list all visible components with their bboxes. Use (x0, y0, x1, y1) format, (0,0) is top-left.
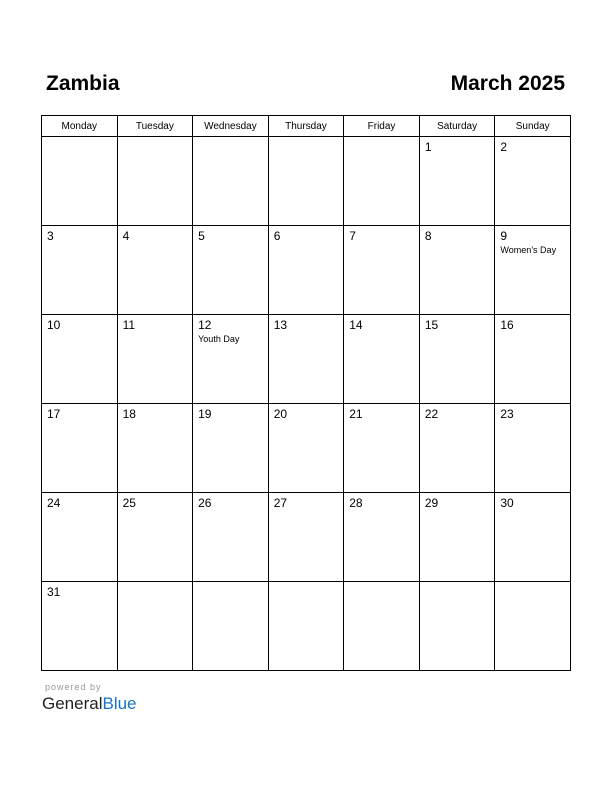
empty-day-cell (419, 582, 495, 671)
weekday-header: Friday (344, 116, 420, 137)
day-number: 15 (424, 318, 439, 332)
week-row (42, 582, 571, 671)
day-number: 7 (349, 229, 356, 243)
day-cell (268, 493, 344, 582)
day-cell (268, 404, 344, 493)
day-number: 5 (198, 229, 205, 243)
day-cell (42, 493, 118, 582)
day-number: 2 (500, 140, 508, 154)
logo-text-general: General (42, 694, 103, 713)
day-cell (419, 493, 495, 582)
day-cell (495, 226, 571, 315)
day-cell (419, 404, 495, 493)
day-number: 3 (47, 229, 54, 243)
week-row (42, 226, 571, 315)
generalblue-logo[interactable] (42, 694, 137, 714)
empty-day-cell (268, 137, 344, 226)
day-number: 21 (349, 407, 363, 421)
day-cell (193, 404, 269, 493)
week-row (42, 315, 571, 404)
day-number: 18 (122, 407, 136, 421)
day-cell (268, 226, 344, 315)
empty-day-cell (42, 137, 118, 226)
month-year-title: March 2025 (450, 72, 565, 95)
day-number: 28 (349, 496, 363, 510)
day-number: 22 (424, 407, 439, 421)
day-number: 26 (198, 496, 212, 510)
logo-text-blue: Blue (102, 694, 137, 713)
day-cell (117, 226, 193, 315)
day-cell (344, 404, 420, 493)
holiday-label: Women’s Day (500, 245, 557, 255)
day-number: 24 (47, 496, 61, 510)
day-number: 30 (500, 496, 514, 510)
day-cell (193, 493, 269, 582)
day-cell (117, 404, 193, 493)
country-title: Zambia (46, 72, 120, 95)
weekday-header: Saturday (419, 116, 495, 137)
empty-day-cell (268, 582, 344, 671)
day-number: 1 (424, 140, 432, 154)
empty-day-cell (117, 137, 193, 226)
day-cell (42, 315, 118, 404)
empty-day-cell (344, 137, 420, 226)
day-cell (495, 137, 571, 226)
day-cell (419, 226, 495, 315)
day-number: 27 (273, 496, 288, 510)
day-cell (344, 315, 420, 404)
weekday-header: Sunday (495, 116, 571, 137)
day-cell (495, 493, 571, 582)
weekday-header: Wednesday (193, 116, 269, 137)
empty-day-cell (344, 582, 420, 671)
week-row (42, 137, 571, 226)
day-cell (117, 493, 193, 582)
empty-day-cell (117, 582, 193, 671)
day-cell (193, 315, 269, 404)
holiday-label: Youth Day (198, 334, 240, 344)
day-number: 20 (273, 407, 288, 421)
empty-day-cell (193, 582, 269, 671)
day-cell (495, 315, 571, 404)
day-cell (42, 226, 118, 315)
day-number: 8 (424, 229, 432, 243)
day-cell (495, 404, 571, 493)
day-cell (419, 137, 495, 226)
weekday-header-row (42, 116, 571, 137)
weekday-header: Monday (42, 116, 118, 137)
day-cell (117, 315, 193, 404)
day-number: 16 (500, 318, 514, 332)
day-number: 31 (47, 585, 61, 599)
day-number: 17 (47, 407, 61, 421)
week-row (42, 493, 571, 582)
week-row (42, 404, 571, 493)
calendar-grid (41, 115, 571, 671)
day-number: 9 (500, 229, 508, 243)
powered-by-label: powered by (45, 682, 102, 692)
day-cell (344, 226, 420, 315)
day-number: 11 (122, 318, 136, 332)
day-number: 14 (349, 318, 363, 332)
day-cell (419, 315, 495, 404)
weekday-header: Thursday (268, 116, 344, 137)
day-cell (42, 404, 118, 493)
day-number: 29 (424, 496, 439, 510)
empty-day-cell (495, 582, 571, 671)
weekday-header: Tuesday (117, 116, 193, 137)
empty-day-cell (193, 137, 269, 226)
day-number: 4 (122, 229, 130, 243)
day-number: 19 (198, 407, 212, 421)
day-cell (268, 315, 344, 404)
day-cell (344, 493, 420, 582)
day-number: 25 (122, 496, 136, 510)
day-number: 12 (198, 318, 212, 332)
day-cell (42, 582, 118, 671)
day-number: 23 (500, 407, 514, 421)
day-number: 10 (47, 318, 61, 332)
day-number: 6 (273, 229, 281, 243)
day-cell (193, 226, 269, 315)
day-number: 13 (273, 318, 288, 332)
